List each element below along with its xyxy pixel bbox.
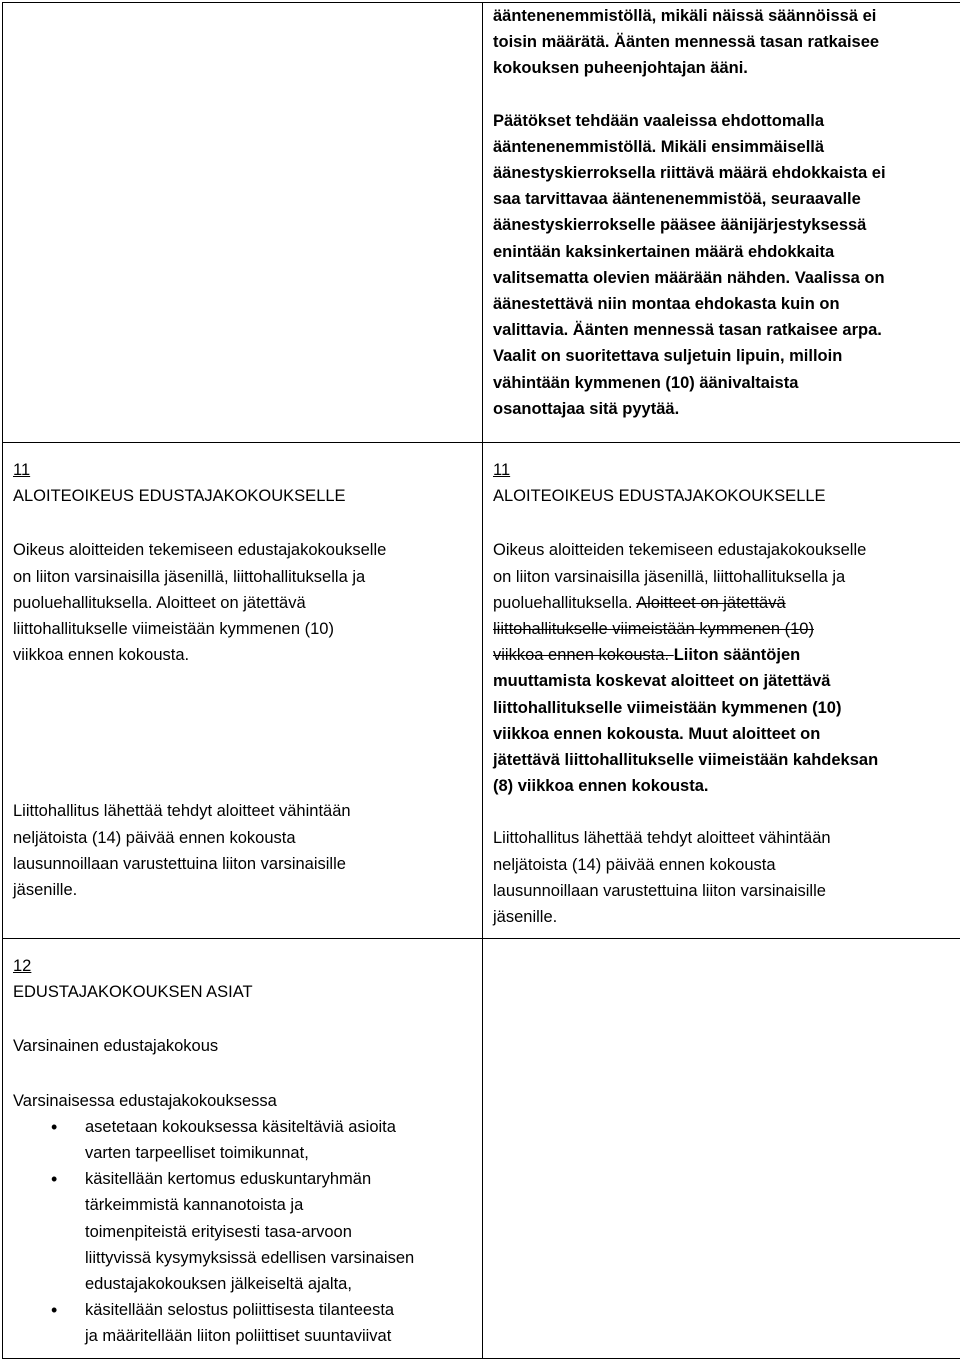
deleted-text: viikkoa ennen kokousta. — [493, 646, 674, 664]
text-line: ja määritellään liiton poliittiset suuntaviivat — [85, 1323, 472, 1349]
cell-row3-left — [3, 939, 483, 1359]
list-item — [85, 1297, 472, 1349]
text-line: äänestyskierrokselle pääsee äänijärjestyksessä — [493, 212, 950, 238]
text-line — [493, 642, 950, 668]
text-line: jäsenille. — [493, 904, 950, 930]
text-line: osanottajaa sitä pyytää. — [493, 396, 950, 422]
text-line: liittyvissä kysymyksissä edellisen varsinaisen — [85, 1245, 472, 1271]
text-line: toisin määrätä. Äänten mennessä tasan ratkaisee — [493, 29, 950, 55]
section-number: 11 — [13, 457, 472, 483]
inserted-text — [493, 668, 950, 799]
paragraph-forwarding — [13, 798, 472, 903]
text-line: vähintään kymmenen (10) äänivaltaista — [493, 370, 950, 396]
text-line: valittavia. Äänten mennessä tasan ratkaisee arpa. — [493, 317, 950, 343]
text-line: enintään kaksinkertainen määrä ehdokkaita — [493, 239, 950, 265]
agenda-list — [13, 1114, 472, 1350]
text-line: Liittohallitus lähettää tehdyt aloitteet vähintään — [13, 798, 472, 824]
text-line: saa tarvittavaa ääntenenemmistöä, seuraavalle — [493, 186, 950, 212]
text-line: • asetetaan kokouksessa käsiteltäviä asioita — [85, 1114, 472, 1140]
cell-row2-left — [3, 443, 483, 939]
paragraph-elections — [493, 108, 950, 422]
text-line: tärkeimmistä kannanotoista ja — [85, 1192, 472, 1218]
text-line: on liiton varsinaisilla jäsenillä, liittohallituksella ja — [13, 564, 472, 590]
text-line: edustajakokouksen jälkeiseltä ajalta, — [85, 1271, 472, 1297]
text-line: Liittohallitus lähettää tehdyt aloitteet vähintään — [493, 825, 950, 851]
text-line: lausunnoillaan varustettuina liiton varsinaisille — [13, 851, 472, 877]
text-line: on liiton varsinaisilla jäsenillä, liittohallituksella ja — [493, 564, 950, 590]
plain-text: puoluehallituksella. — [493, 594, 636, 612]
text-line: kokouksen puheenjohtajan ääni. — [493, 55, 950, 81]
text-line: Oikeus aloitteiden tekemiseen edustajakokoukselle — [493, 537, 950, 563]
text-line: jätettävä liittohallitukselle viimeistään kahdeksan — [493, 747, 950, 773]
text-line: • käsitellään kertomus eduskuntaryhmän — [85, 1166, 472, 1192]
text-line: äänestyskierroksella riittävä määrä ehdokkaista ei — [493, 160, 950, 186]
paragraph-initiative-right-amended — [493, 537, 950, 799]
table-row — [3, 3, 960, 443]
document-table — [2, 2, 960, 1359]
deleted-text: liittohallitukselle viimeistään kymmenen (10) — [493, 616, 950, 642]
text-line: jäsenille. — [13, 877, 472, 903]
deleted-text: Aloitteet on jätettävä — [636, 594, 786, 612]
text-line — [493, 590, 950, 616]
text-line: neljätoista (14) päivää ennen kokousta — [493, 852, 950, 878]
paragraph-initiative-right — [13, 537, 472, 668]
section-title: ALOITEOIKEUS EDUSTAJAKOKOUKSELLE — [13, 483, 472, 509]
text-line: ääntenenemmistöllä. Mikäli ensimmäisellä — [493, 134, 950, 160]
list-item — [85, 1166, 472, 1297]
text-line: muuttamista koskevat aloitteet on jätettävä — [493, 668, 950, 694]
text-line: puoluehallituksella. Aloitteet on jätettävä — [13, 590, 472, 616]
intro-text: Varsinaisessa edustajakokouksessa — [13, 1088, 472, 1114]
text-line: Oikeus aloitteiden tekemiseen edustajakokoukselle — [13, 537, 472, 563]
paragraph-vote-majority — [493, 3, 950, 82]
table-row — [3, 443, 960, 939]
cell-row1-right — [483, 3, 960, 443]
cell-row1-left — [3, 3, 483, 443]
text-line: (8) viikkoa ennen kokousta. — [493, 773, 950, 799]
text-line: viikkoa ennen kokousta. — [13, 642, 472, 668]
text-line: neljätoista (14) päivää ennen kokousta — [13, 825, 472, 851]
subheading: Varsinainen edustajakokous — [13, 1033, 472, 1059]
text-line: valitsematta olevien määrään nähden. Vaalissa on — [493, 265, 950, 291]
text-line: liittohallitukselle viimeistään kymmenen (10) — [493, 695, 950, 721]
text-line: varten tarpeelliset toimikunnat, — [85, 1140, 472, 1166]
section-title: ALOITEOIKEUS EDUSTAJAKOKOUKSELLE — [493, 483, 950, 509]
section-title: EDUSTAJAKOKOUKSEN ASIAT — [13, 979, 472, 1005]
table-row — [3, 939, 960, 1359]
cell-row2-right — [483, 443, 960, 939]
paragraph-forwarding — [493, 825, 950, 930]
text-line: Päätökset tehdään vaaleissa ehdottomalla — [493, 108, 950, 134]
text-line: ääntenenemmistöllä, mikäli näissä säännöissä ei — [493, 3, 950, 29]
text-line: Vaalit on suoritettava suljetuin lipuin, milloin — [493, 343, 950, 369]
section-number: 11 — [493, 457, 950, 483]
text-line: liittohallitukselle viimeistään kymmenen (10) — [13, 616, 472, 642]
inserted-text: Liiton sääntöjen — [674, 646, 801, 664]
cell-row3-right — [483, 939, 960, 1359]
list-item — [85, 1114, 472, 1166]
text-line: lausunnoillaan varustettuina liiton varsinaisille — [493, 878, 950, 904]
text-line: viikkoa ennen kokousta. Muut aloitteet on — [493, 721, 950, 747]
text-line: toimenpiteistä erityisesti tasa-arvoon — [85, 1219, 472, 1245]
text-line: • käsitellään selostus poliittisesta tilanteesta — [85, 1297, 472, 1323]
section-number: 12 — [13, 953, 472, 979]
text-line: äänestettävä niin montaa ehdokasta kuin on — [493, 291, 950, 317]
